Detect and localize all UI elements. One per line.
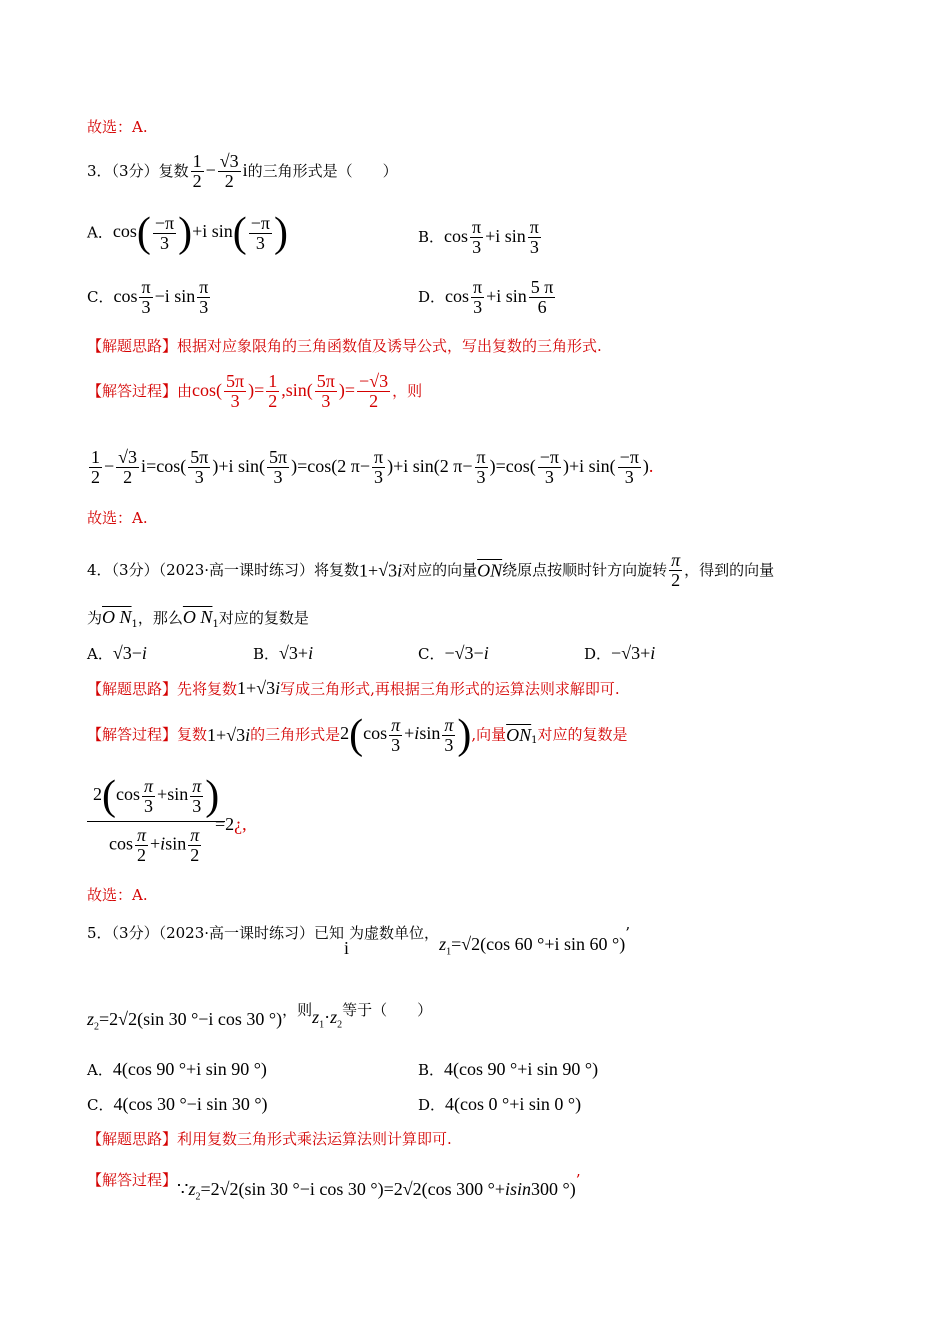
- q5-option-a[interactable]: A．4(cos 90 °+i sin 90 °): [87, 1059, 267, 1079]
- q5-option-d[interactable]: D．4(cos 0 °+i sin 0 °): [418, 1094, 582, 1114]
- question-5: 5．（3分）（2023·高一课时练习）已知i为虚数单位，$z_1=$ √ 2(cos 60 °+i sin 60 °)’: [87, 923, 630, 946]
- q4-option-d[interactable]: D．− √ 3+i: [584, 644, 655, 662]
- question-3: [87, 152, 398, 191]
- answer-line-1: 故选：A.: [87, 118, 148, 136]
- question-4-line2: 为O $N_1$，那么O $N_1$对应的复数是: [87, 607, 309, 630]
- q3-tail: 的三角形式是（ ）: [247, 161, 398, 180]
- q3-option-d[interactable]: D．cos $\frac{\pi}{3}$ +i sin $\frac{5 \pi}{6}$: [418, 277, 554, 317]
- q4-fraction: 2(cos $\frac{\pi}{3}$ +sin $\frac{\pi}{3}$ ) cos $\frac{\pi}{2}$ +isin $\frac{\pi}{2}$: [87, 775, 225, 865]
- q4-idea: 【解题思路】先将复数1+ √ 3i写成三角形式,再根据三角形式的运算法则求解即可.: [87, 679, 620, 697]
- q5-option-c[interactable]: C．4(cos 30 °−i sin 30 °): [87, 1094, 268, 1114]
- answer-line-3: 故选：A.: [87, 886, 148, 904]
- q4-option-b[interactable]: B． √ 3+i: [253, 644, 313, 662]
- q5-idea: 【解题思路】利用复数三角形式乘法运算法则计算即可.: [87, 1130, 452, 1148]
- q3-expr: $\frac{1}{2}$ − √ $\frac{3}{2}$ i: [189, 160, 248, 180]
- q4-option-c[interactable]: C．− √ 3−i: [418, 644, 489, 662]
- question-5-line2: $z_2=2$ √ 2(sin 30 °−i cos 30 °)，则$z_1\cdot z_2$等于（ ）: [87, 1000, 432, 1023]
- q4-option-a[interactable]: A． √ 3−i: [87, 644, 147, 662]
- q3-idea: 【解题思路】根据对应象限角的三角函数值及诱导公式，写出复数的三角形式.: [87, 337, 602, 355]
- answer-line-2: 故选：A.: [87, 509, 148, 527]
- q3-process: 【解答过程】由cos( $\frac{5\pi}{3}$ )= $\frac{1}{2}$ ,sin( $\frac{5\pi}{3}$ )= $\frac{- √ 3}{2}$ ，则: [87, 372, 422, 411]
- q4-fraction-result: =2¿,: [215, 814, 247, 834]
- q3-option-a[interactable]: A．cos( $\frac{-\pi}{3}$ )+i sin( $\frac{-\pi}{3}$ ): [87, 210, 289, 256]
- q5-process: 【解答过程】$\because z_2=2$ √ 2(sin 30 °−i cos 30 °)=2 √ 2(cos 300 °+isin300 °)’: [87, 1170, 580, 1193]
- question-4: 4．（3分）（2023·高一课时练习）将复数1+ √ 3i对应的向量$\overline{ON}$绕原点按顺时针方向旋转 $\frac{\pi}{2}$ ，得到的向量: [87, 551, 774, 590]
- q3-option-c[interactable]: C．cos $\frac{\pi}{3}$ −i sin $\frac{\pi}{3}$: [87, 277, 209, 317]
- q3-option-b[interactable]: B．cos $\frac{\pi}{3}$ +i sin $\frac{\pi}{3}$: [418, 217, 539, 257]
- q5-option-b[interactable]: B．4(cos 90 °+i sin 90 °): [418, 1059, 599, 1079]
- q4-process: 【解答过程】复数1+ √ 3i的三角形式是2(cos $\frac{\pi}{3}$ +isin $\frac{\pi}{3}$ ),向量$\overline{ON}_1$对应的复数是: [87, 714, 628, 756]
- q3-number: 3．（3分）复数: [87, 161, 189, 180]
- q3-derivation: $\frac{1}{2}$ − √ $\frac{3}{2}$ i=cos( $\frac{5\pi}{3}$ )+i sin( $\frac{5\pi}{3}$ )=cos(2 π− $\frac{\pi}{3}$ )+i sin(2 π− $\frac{\pi}{3}$ )=cos( $\frac{-\pi}{3}$ )+i sin( $\frac{-\pi}{3}$ ).: [87, 448, 653, 487]
